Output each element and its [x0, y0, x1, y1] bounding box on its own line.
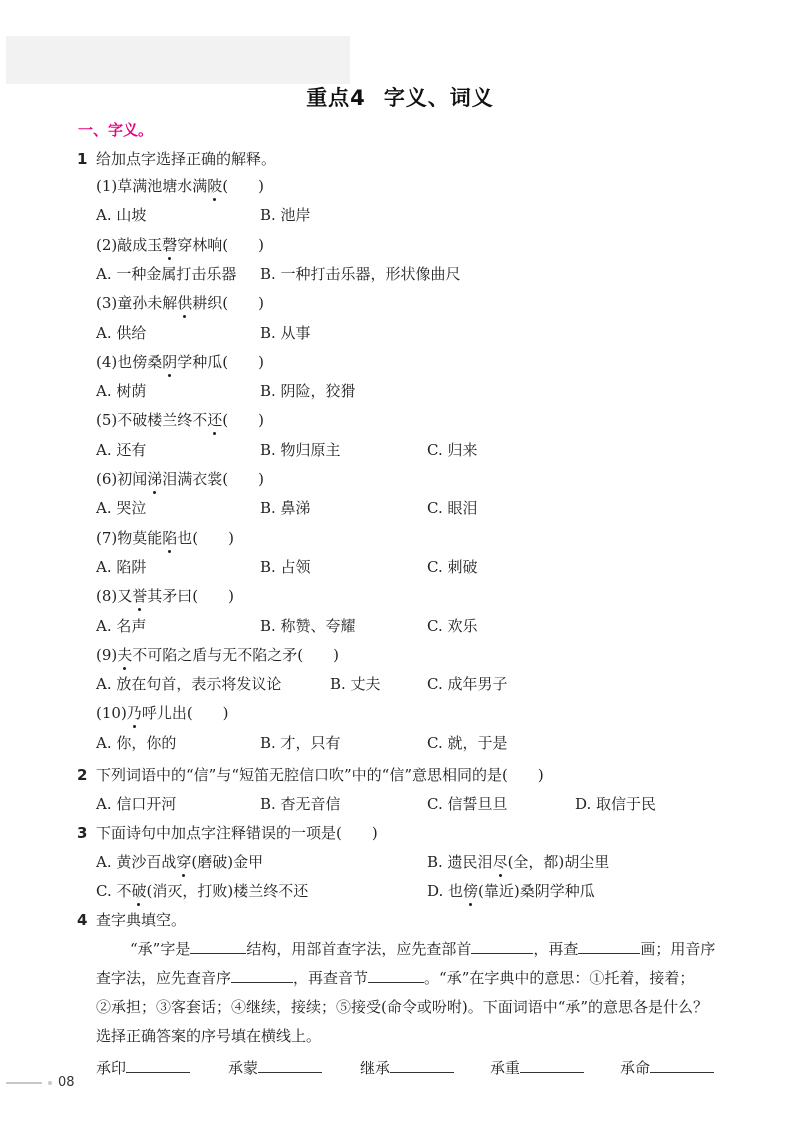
question-1-number: 1 [77, 150, 88, 168]
question-1-option: A. 树荫 [96, 382, 147, 401]
question-1-item: (5)不破楼兰终不还( ) [96, 411, 264, 430]
fill-blank[interactable] [190, 939, 246, 954]
question-1-option: B. 一种打击乐器，形状像曲尺 [260, 264, 461, 283]
question-1-option: C. 归来 [427, 440, 478, 459]
question-4-line-2: 查字法，应先查音序 ，再查音节 。“承”在字典中的意思：①托着，接着； [96, 969, 695, 987]
dotted-character: 陷 [162, 528, 178, 547]
question-1-stem: 给加点字选择正确的解释。 [96, 150, 277, 168]
word-1: 承印 [96, 1058, 190, 1078]
footer-dot [48, 1081, 52, 1085]
question-1-option: B. 物归原主 [260, 440, 341, 459]
question-2-option-b: B. 杳无音信 [260, 795, 341, 813]
word-2: 承蒙 [228, 1058, 322, 1078]
dotted-character: 供 [177, 294, 193, 313]
question-4-line-4: 选择正确答案的序号填在横线上。 [96, 1027, 322, 1045]
question-3-stem: 下面诗句中加点字注释错误的一项是( ) [96, 824, 378, 842]
fill-blank[interactable] [578, 939, 640, 954]
answer-blank[interactable] [650, 1058, 714, 1073]
dotted-character: 还 [207, 411, 223, 430]
question-3-option-c: C. 不破(消灭，打败)楼兰终不还 [96, 882, 309, 900]
dotted-character: 傍 [463, 882, 479, 900]
question-1-option: A. 陷阱 [96, 557, 147, 576]
page-number: 08 [58, 1075, 75, 1090]
question-1-option: B. 占领 [260, 557, 311, 576]
question-4-line-1: “承”字是 结构，用部首查字法，应先查部首 ，再查 画；用音序 [130, 940, 716, 958]
title-topic-number: 重点4 [306, 86, 366, 110]
question-1-item: (2)敲成玉磬穿林响( ) [96, 235, 264, 254]
question-1-option: A. 哭泣 [96, 499, 147, 518]
question-1-option: B. 才，只有 [260, 733, 341, 752]
question-4-stem: 查字典填空。 [96, 911, 187, 929]
question-3-number: 3 [77, 824, 88, 842]
question-1-item: (10)乃呼儿出( ) [96, 704, 229, 723]
dotted-character: 尽 [492, 853, 508, 871]
word-5: 承命 [620, 1058, 714, 1078]
question-1-option: B. 丈夫 [330, 675, 381, 694]
question-1-option: A. 放在句首，表示将发议论 [96, 675, 282, 694]
footer-rule [6, 1082, 42, 1084]
question-1-option: C. 就，于是 [427, 733, 508, 752]
question-1-item: (7)物莫能陷也( ) [96, 528, 234, 547]
question-1-option: B. 从事 [260, 323, 311, 342]
question-4-number: 4 [77, 911, 88, 929]
section-heading: 一、字义。 [78, 121, 154, 139]
question-1-option: C. 眼泪 [427, 499, 478, 518]
dotted-character: 夫 [117, 645, 133, 664]
question-1-option: A. 还有 [96, 440, 147, 459]
dotted-character: 阴 [162, 352, 178, 371]
question-2-option-c: C. 信誓旦旦 [427, 795, 508, 813]
page-title [0, 82, 800, 112]
fill-blank[interactable] [471, 939, 533, 954]
dotted-character: 誉 [132, 587, 148, 606]
answer-blank[interactable] [520, 1058, 584, 1073]
question-1-item: (8)又誉其矛曰( ) [96, 587, 234, 606]
answer-blank[interactable] [390, 1058, 454, 1073]
dotted-character: 乃 [126, 704, 142, 723]
fill-blank[interactable] [368, 968, 424, 983]
header-grey-band [6, 36, 350, 84]
dotted-character: 穿 [176, 853, 192, 871]
question-3-option-b: B. 遗民泪尽(全，都)胡尘里 [427, 853, 610, 871]
question-2-option-d: D. 取信于民 [575, 795, 657, 813]
question-4-passage [96, 935, 736, 1051]
question-3-option-a: A. 黄沙百战穿(磨破)金甲 [96, 853, 264, 871]
question-1-item: (9)夫不可陷之盾与无不陷之矛( ) [96, 645, 339, 664]
word-3: 继承 [360, 1058, 454, 1078]
question-2-stem: 下列词语中的“信”与“短笛无腔信口吹”中的“信”意思相同的是( ) [96, 766, 544, 784]
question-1-option: C. 欢乐 [427, 616, 478, 635]
dotted-character: 涕 [147, 470, 163, 488]
question-1-option: A. 名声 [96, 616, 147, 635]
question-1-item: (1)草满池塘水满陂( ) [96, 177, 264, 195]
question-1-option: B. 阴险，狡猾 [260, 382, 356, 401]
answer-blank[interactable] [258, 1058, 322, 1073]
word-4: 承重 [490, 1058, 584, 1078]
question-1-item: (3)童孙未解供耕织( ) [96, 294, 264, 313]
dotted-character: 陂 [207, 177, 223, 195]
question-1-option: B. 称赞、夸耀 [260, 616, 356, 635]
question-1-option: A. 你，你的 [96, 733, 177, 752]
question-1-option: A. 山坡 [96, 206, 147, 225]
question-1-item: (6)初闻涕泪满衣裳( ) [96, 470, 264, 488]
answer-blank[interactable] [126, 1058, 190, 1073]
question-1-option: B. 池岸 [260, 206, 311, 225]
question-2-option-a: A. 信口开河 [96, 795, 177, 813]
fill-blank[interactable] [231, 968, 293, 983]
title-topic-name: 字义、词义 [383, 86, 494, 110]
dotted-character: 破 [131, 882, 147, 900]
question-1-option: C. 刺破 [427, 557, 478, 576]
question-1-option: A. 供给 [96, 323, 147, 342]
question-1-option: C. 成年男子 [427, 675, 508, 694]
question-1-item: (4)也傍桑阴学种瓜( ) [96, 352, 264, 371]
question-2-number: 2 [77, 766, 88, 784]
question-4-line-3: ②承担；③客套话；④继续，接续；⑤接受(命令或吩咐)。下面词语中“承”的意思各是什么？ [96, 998, 709, 1016]
question-3-option-d: D. 也傍(靠近)桑阴学种瓜 [427, 882, 595, 900]
question-1-option: B. 鼻涕 [260, 499, 311, 518]
question-1-option: A. 一种金属打击乐器 [96, 264, 237, 283]
dotted-character: 磬 [162, 235, 178, 254]
